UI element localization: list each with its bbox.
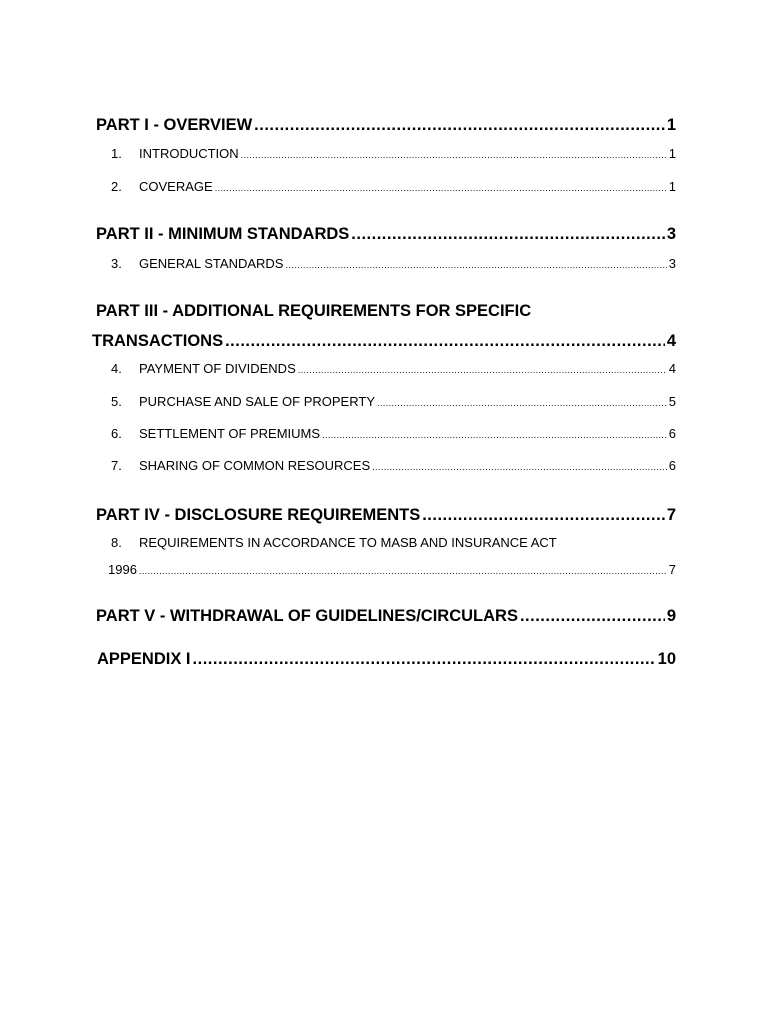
toc-item-3-page: 3 (668, 256, 676, 271)
dot-leader (520, 607, 665, 626)
toc-part-3-page: 4 (666, 332, 676, 350)
toc-item-7[interactable] (111, 458, 676, 473)
toc-item-4-number: 4. (111, 361, 122, 376)
toc-item-7-number: 7. (111, 458, 122, 473)
dot-leader (254, 116, 665, 135)
toc-appendix-title: APPENDIX I (97, 650, 191, 668)
toc-item-5-page: 5 (668, 394, 676, 409)
dot-leader (372, 462, 667, 472)
toc-part-2-page: 3 (666, 225, 676, 243)
dot-leader (193, 650, 656, 669)
toc-part-5[interactable] (96, 607, 676, 626)
toc-item-6[interactable] (111, 426, 676, 441)
toc-part-4-title: PART IV - DISCLOSURE REQUIREMENTS (96, 506, 421, 524)
toc-part-5-title: PART V - WITHDRAWAL OF GUIDELINES/CIRCULARS (96, 607, 518, 625)
toc-item-3-number: 3. (111, 256, 122, 271)
dot-leader (241, 150, 667, 160)
toc-item-6-number: 6. (111, 426, 122, 441)
toc-item-6-page: 6 (668, 426, 676, 441)
toc-item-8-number: 8. (111, 535, 122, 550)
toc-item-2-page: 1 (668, 179, 676, 194)
toc-item-5-number: 5. (111, 394, 122, 409)
toc-item-4-title: PAYMENT OF DIVIDENDS (139, 361, 296, 376)
toc-item-1-page: 1 (668, 146, 676, 161)
dot-leader (139, 566, 667, 576)
toc-item-2[interactable] (111, 179, 676, 194)
toc-item-3[interactable] (111, 256, 676, 271)
dot-leader (225, 332, 665, 351)
dot-leader (322, 430, 667, 440)
toc-item-6-title: SETTLEMENT OF PREMIUMS (139, 426, 321, 441)
toc-part-1[interactable] (96, 116, 676, 135)
dot-leader (422, 506, 665, 525)
toc-item-4-page: 4 (668, 361, 676, 376)
toc-item-1[interactable] (111, 146, 676, 161)
toc-item-4[interactable] (111, 361, 676, 376)
toc-item-8-page: 7 (668, 562, 676, 577)
toc-item-8-title-line-1: REQUIREMENTS IN ACCORDANCE TO MASB AND INSURANCE ACT (139, 535, 557, 550)
dot-leader (351, 225, 665, 244)
toc-part-3-title-line-1[interactable]: PART III - ADDITIONAL REQUIREMENTS FOR SPECIFIC (96, 302, 532, 320)
toc-item-1-title: INTRODUCTION (139, 146, 239, 161)
toc-appendix-page: 10 (657, 650, 676, 668)
toc-item-2-number: 2. (111, 179, 122, 194)
toc-item-8[interactable] (108, 562, 676, 577)
toc-item-8-title-line-2: 1996 (108, 562, 137, 577)
toc-part-3-title-line-2: TRANSACTIONS (92, 332, 224, 350)
toc-part-1-title: PART I - OVERVIEW (96, 116, 253, 134)
toc-item-7-title: SHARING OF COMMON RESOURCES (139, 458, 371, 473)
toc-item-5-title: PURCHASE AND SALE OF PROPERTY (139, 394, 375, 409)
toc-part-2[interactable] (96, 225, 676, 244)
toc-item-2-title: COVERAGE (139, 179, 213, 194)
toc-part-5-page: 9 (666, 607, 676, 625)
toc-part-1-page: 1 (666, 116, 676, 134)
dot-leader (215, 183, 667, 193)
toc-item-7-page: 6 (668, 458, 676, 473)
toc-item-1-number: 1. (111, 146, 122, 161)
toc-part-4-page: 7 (666, 506, 676, 524)
toc-item-5[interactable] (111, 394, 676, 409)
dot-leader (285, 260, 666, 270)
toc-item-8-line-1[interactable] (111, 535, 557, 550)
toc-part-3[interactable] (92, 332, 676, 351)
toc-part-2-title: PART II - MINIMUM STANDARDS (96, 225, 350, 243)
toc-item-3-title: GENERAL STANDARDS (139, 256, 284, 271)
dot-leader (298, 365, 667, 375)
toc-part-4[interactable] (96, 506, 676, 525)
dot-leader (377, 398, 667, 408)
toc-appendix[interactable] (97, 650, 676, 669)
